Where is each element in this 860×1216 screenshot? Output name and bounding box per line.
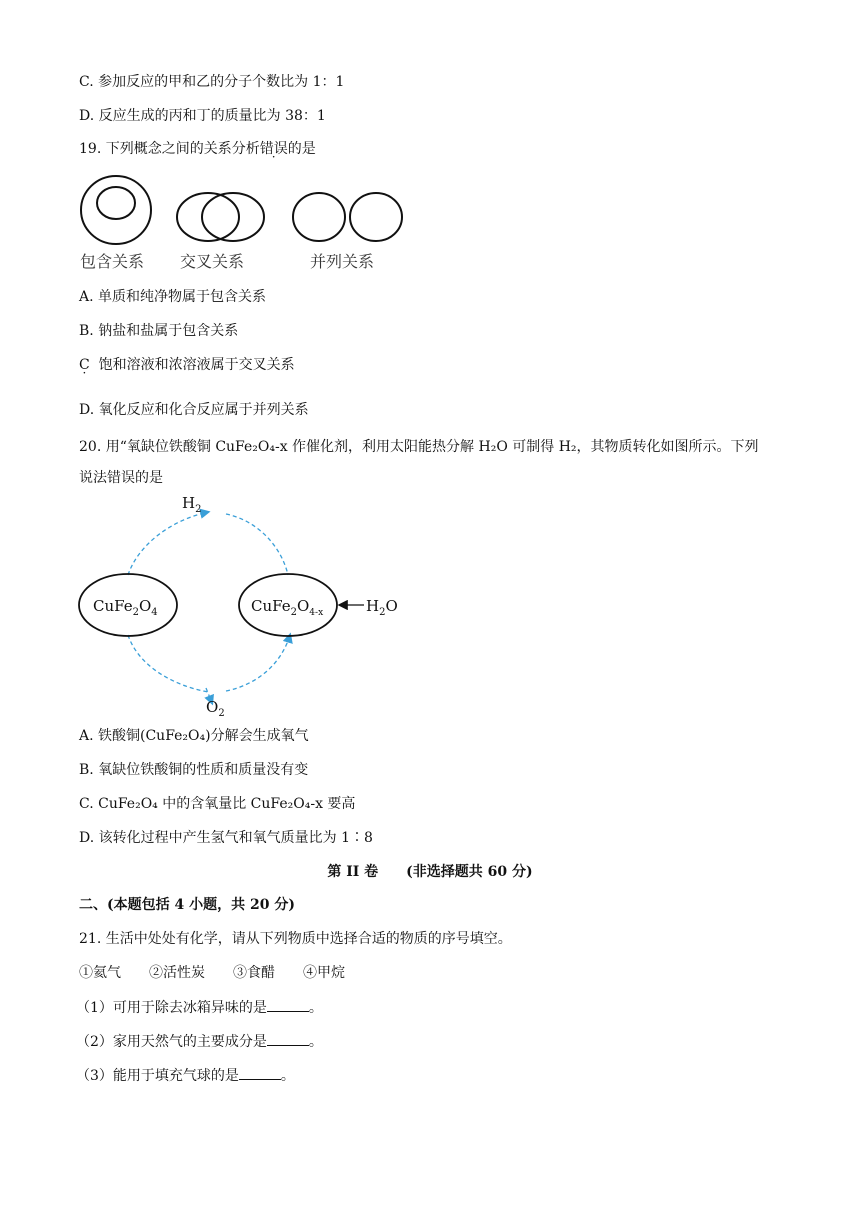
- q19-stem-emphasis: 错误: [259, 141, 288, 157]
- answer-blank-2[interactable]: [267, 1031, 309, 1046]
- parallel-label: 并列关系: [310, 252, 375, 271]
- parallel-right-circle: [350, 193, 402, 241]
- q20-option-d: D. 该转化过程中产生氢气和氧气质量比为 1∶8: [79, 830, 373, 846]
- q21-sub1: （1）可用于除去冰箱异味的是 。: [76, 997, 323, 1018]
- q19-stem-prefix: 19. 下列概念之间的关系分析: [79, 141, 260, 157]
- h2-product-label: $H_2$: [182, 494, 202, 515]
- q19-relationship-diagram: [76, 174, 416, 274]
- bottom-left-arc: [128, 635, 208, 692]
- cufe2o4-x-label: $CuFe_2O_{4-x}$: [251, 597, 324, 618]
- q20-option-b: B. 氧缺位铁酸铜的性质和质量没有变: [79, 762, 309, 778]
- volume-two-title: 第 II 卷 (非选择题共 60 分): [327, 864, 533, 880]
- q20-stem-line2: 说法错误的是: [79, 470, 163, 486]
- q18-option-c: C. 参加反应的甲和乙的分子个数比为 1：1: [79, 74, 345, 90]
- q19-option-b: B. 钠盐和盐属于包含关系: [79, 323, 239, 339]
- q21-sub3: （3）能用于填充气球的是 。: [76, 1065, 295, 1086]
- q19-option-c-text: 饱和溶液和浓溶液属于交叉关系: [98, 357, 295, 373]
- cross-label: 交叉关系: [180, 252, 245, 271]
- q19-option-d: D. 氧化反应和化合反应属于并列关系: [79, 402, 309, 418]
- cross-right-circle: [202, 193, 264, 241]
- top-right-arc: [226, 514, 288, 575]
- q20-option-a: A. 铁酸铜(CuFe₂O₄)分解会生成氧气: [79, 728, 309, 744]
- contain-label: 包含关系: [80, 252, 145, 271]
- q19-option-a: A. 单质和纯净物属于包含关系: [79, 289, 267, 305]
- part-two-heading: 二、(本题包括 4 小题，共 20 分): [79, 897, 295, 913]
- q20-cycle-diagram: [76, 490, 416, 720]
- o2-product-label: $O_2$: [206, 698, 225, 719]
- q21-choices: ①氦气 ②活性炭 ③食醋 ④甲烷: [79, 965, 345, 981]
- q19-stem: [79, 139, 316, 159]
- q21-stem: 21. 生活中处处有化学，请从下列物质中选择合适的物质的序号填空。: [79, 931, 512, 947]
- q20-stem-line1: 20. 用“氧缺位铁酸铜 CuFe₂O₄-x 作催化剂，利用太阳能热分解 H₂O 可制得 H₂，其物质转化如图所示。下列: [79, 439, 759, 455]
- q21-sub2: （2）家用天然气的主要成分是 。: [76, 1031, 323, 1052]
- q20-option-c: C. CuFe₂O₄ 中的含氧量比 CuFe₂O₄-x 要高: [79, 796, 356, 812]
- q19-stem-suffix: 的是: [287, 141, 316, 157]
- top-arc-arrow: [128, 512, 208, 575]
- answer-blank-1[interactable]: [267, 997, 309, 1012]
- q19-option-c-letter: C ·: [79, 357, 90, 373]
- bottom-right-arc-arrow: [226, 635, 290, 691]
- h2o-input-label: $H_2O$: [366, 597, 398, 618]
- contain-inner-circle: [97, 187, 135, 219]
- parallel-left-circle: [293, 193, 345, 241]
- cufe2o4-label: $CuFe_2O_4$: [93, 597, 158, 618]
- q19-option-c: [79, 355, 295, 375]
- q18-option-d: D. 反应生成的丙和丁的质量比为 38：1: [79, 108, 326, 124]
- cross-left-circle: [177, 193, 239, 241]
- answer-blank-3[interactable]: [239, 1065, 281, 1080]
